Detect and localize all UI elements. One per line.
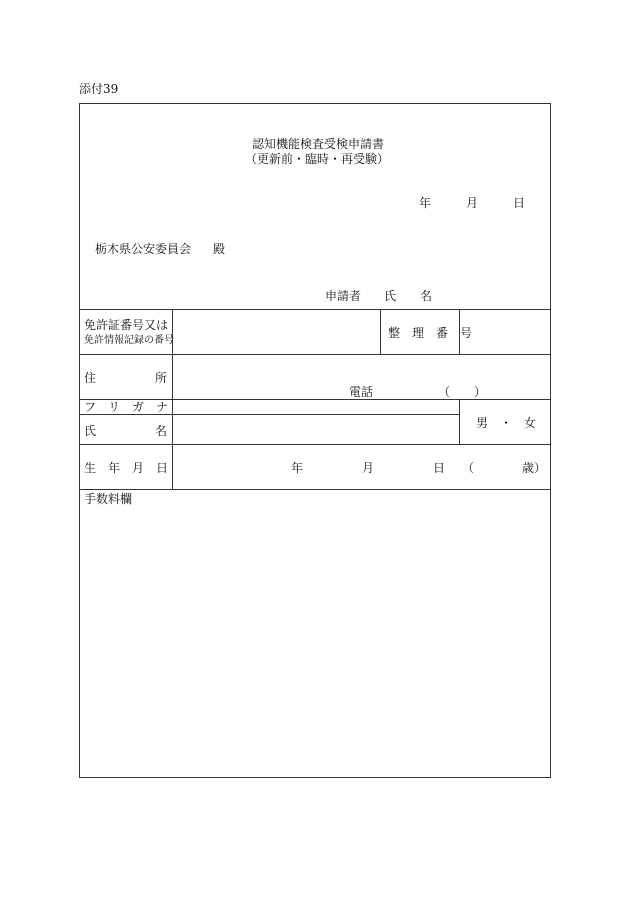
dob-year: 年 <box>291 461 304 475</box>
name-label-2: 名 <box>155 424 168 438</box>
row-divider-4 <box>79 444 551 445</box>
row-divider-1 <box>79 309 551 310</box>
dob-day: 日 <box>433 461 446 475</box>
dob-month: 月 <box>362 461 375 475</box>
applicant-label: 申請者 <box>325 289 362 303</box>
phone-label: 電話 <box>349 385 374 399</box>
dob-label: 生 年 月 日 <box>84 461 169 475</box>
age-close: 歳） <box>522 461 547 475</box>
license-label-line2: 免許情報記録の番号 <box>84 335 174 346</box>
gender-column-divider <box>459 399 460 444</box>
name-field[interactable] <box>174 416 458 443</box>
date-month-label: 月 <box>466 196 479 210</box>
fee-label: 手数料欄 <box>84 492 133 506</box>
ref-label-left-divider <box>380 309 381 354</box>
date-year-label: 年 <box>419 196 432 210</box>
row-divider-2 <box>79 354 551 355</box>
furigana-field[interactable] <box>174 400 458 413</box>
row-divider-furigana <box>79 414 459 415</box>
date-day-label: 日 <box>513 196 526 210</box>
license-label-line1: 免許証番号又は <box>84 318 169 332</box>
fee-area[interactable] <box>81 508 549 776</box>
age-open-paren: （ <box>462 461 475 475</box>
addressee: 栃木県公安委員会 <box>95 242 192 256</box>
dob-field[interactable] <box>174 446 549 488</box>
form-title: 認知機能検査受検申請書 <box>252 137 385 151</box>
form-subtitle: （更新前・臨時・再受験） <box>245 152 390 166</box>
name-label-1: 氏 <box>84 424 97 438</box>
license-number-field[interactable] <box>174 311 378 353</box>
ref-number-field[interactable] <box>461 311 549 353</box>
honorific: 殿 <box>213 242 226 256</box>
gender-select[interactable]: 男 ・ 女 <box>476 416 537 430</box>
address-label-2: 所 <box>155 371 168 385</box>
attachment-label: 添付39 <box>79 82 119 96</box>
ref-number-label: 整 理 番 号 <box>388 326 473 340</box>
furigana-label: フ リ ガ ナ <box>84 400 169 414</box>
phone-area-code: （ ） <box>438 385 487 399</box>
row-divider-5 <box>79 489 551 490</box>
address-label-1: 住 <box>84 371 97 385</box>
applicant-name-label: 氏 名 <box>384 289 433 303</box>
